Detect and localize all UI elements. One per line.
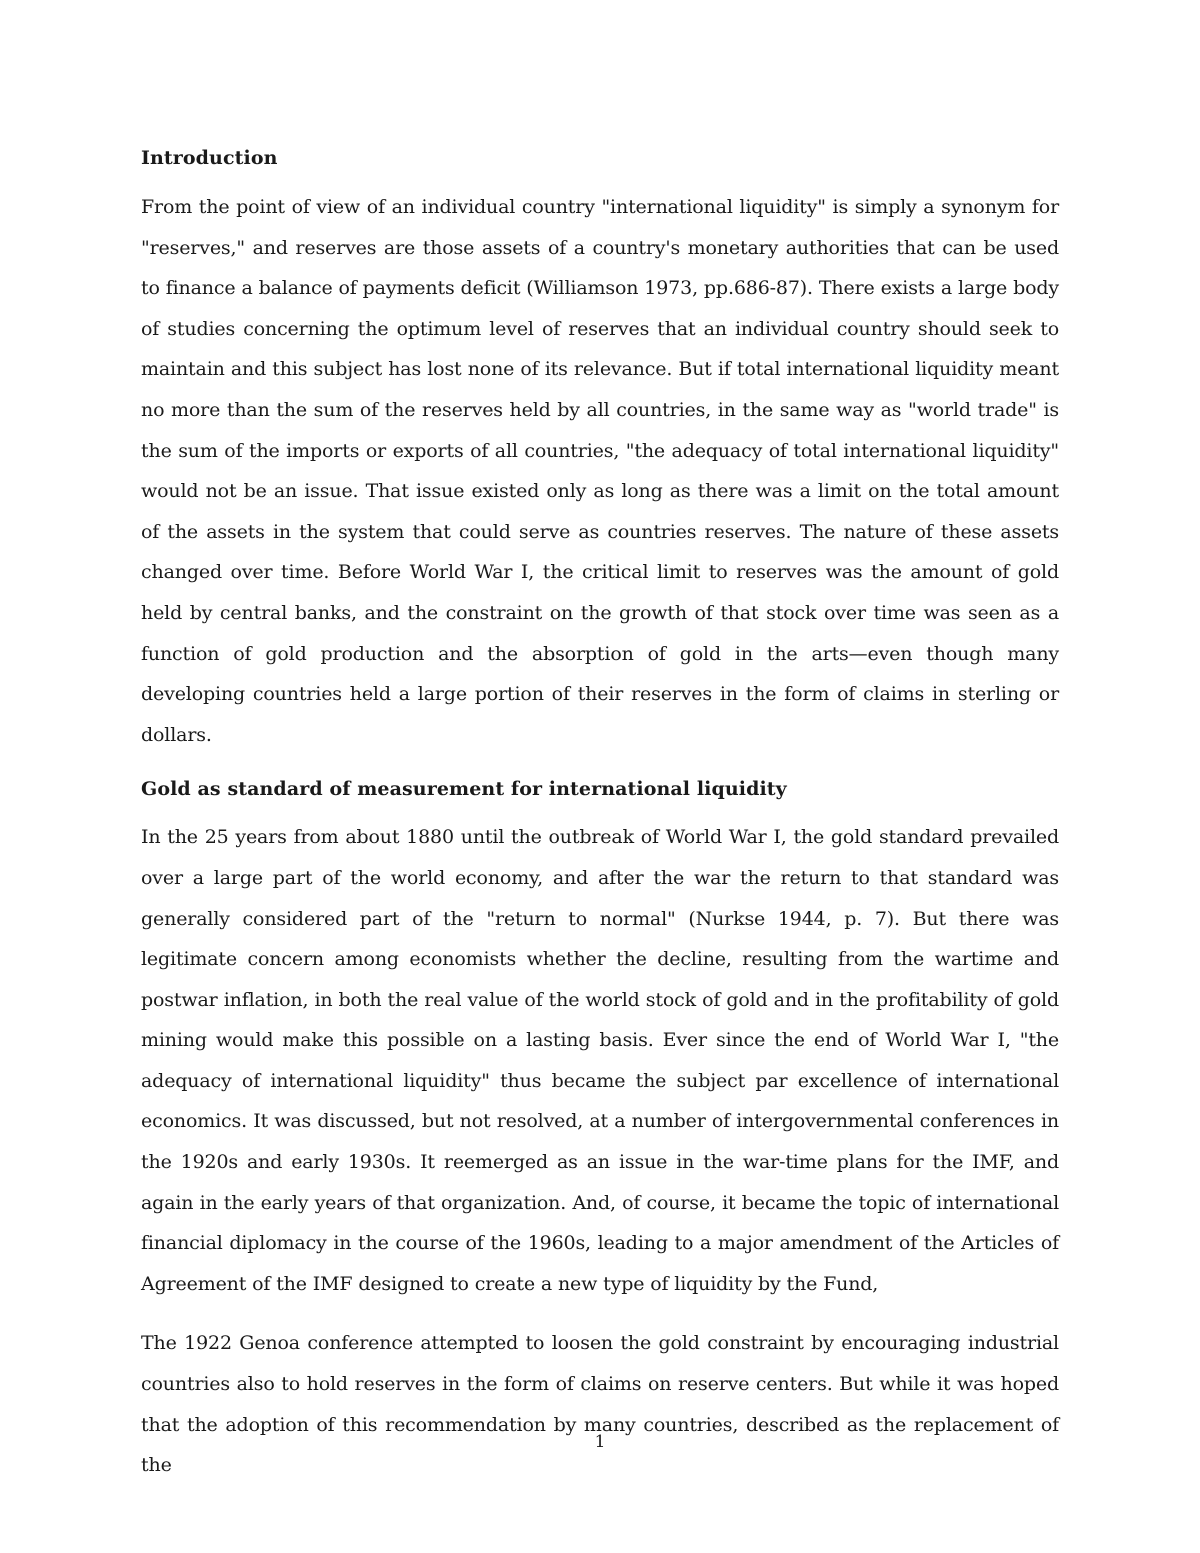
section-heading-introduction: Introduction: [141, 147, 278, 169]
page-number: 1: [594, 1432, 606, 1452]
document-page: [141, 138, 1059, 1498]
paragraph-genoa-conference: The 1922 Genoa conference attempted to loosen the gold constraint by encouraging industrial countries also to hold reserves in the form of claims on reserve centers. But while it was hoped that the adoption of this recommendation by many countries, described as the replacement of the: [141, 1332, 1059, 1477]
section-heading-gold-standard: Gold as standard of measurement for international liquidity: [141, 778, 787, 801]
paragraph-introduction: From the point of view of an individual country "international liquidity" is simply a synonym for "reserves," and reserves are those assets of a country's monetary authorities that can be used to finance a balance of payments deficit (Williamson 1973, pp.686-87). There exists a large body of studies concerning the optimum level of reserves that an individual country should seek to maintain and this subject has lost none of its relevance. But if total international liquidity meant no more than the sum of the reserves held by all countries, in the same way as "world trade" is the sum of the imports or exports of all countries, "the adequacy of total international liquidity" would not be an issue. That issue existed only as long as there was a limit on the total amount of the assets in the system that could serve as countries reserves. The nature of these assets changed over time. Before World War I, the critical limit to reserves was the amount of gold held by central banks, and the constraint on the growth of that stock over time was seen as a function of gold production and the absorption of gold in the arts—even though many developing countries held a large portion of their reserves in the form of claims in sterling or dollars.: [141, 196, 1059, 746]
paragraph-gold-standard: In the 25 years from about 1880 until the outbreak of World War I, the gold standard prevailed over a large part of the world economy, and after the war the return to that standard was generally considered part of the "return to normal" (Nurkse 1944, p. 7). But there was legitimate concern among economists whether the decline, resulting from the wartime and postwar inflation, in both the real value of the world stock of gold and in the profitability of gold mining would make this possible on a lasting basis. Ever since the end of World War I, "the adequacy of international liquidity" thus became the subject par excellence of international economics. It was discussed, but not resolved, at a number of intergovernmental conferences in the 1920s and early 1930s. It reemerged as an issue in the war-time plans for the IMF, and again in the early years of that organization. And, of course, it became the topic of international financial diplomacy in the course of the 1960s, leading to a major amendment of the Articles of Agreement of the IMF designed to create a new type of liquidity by the Fund,: [141, 826, 1059, 1295]
